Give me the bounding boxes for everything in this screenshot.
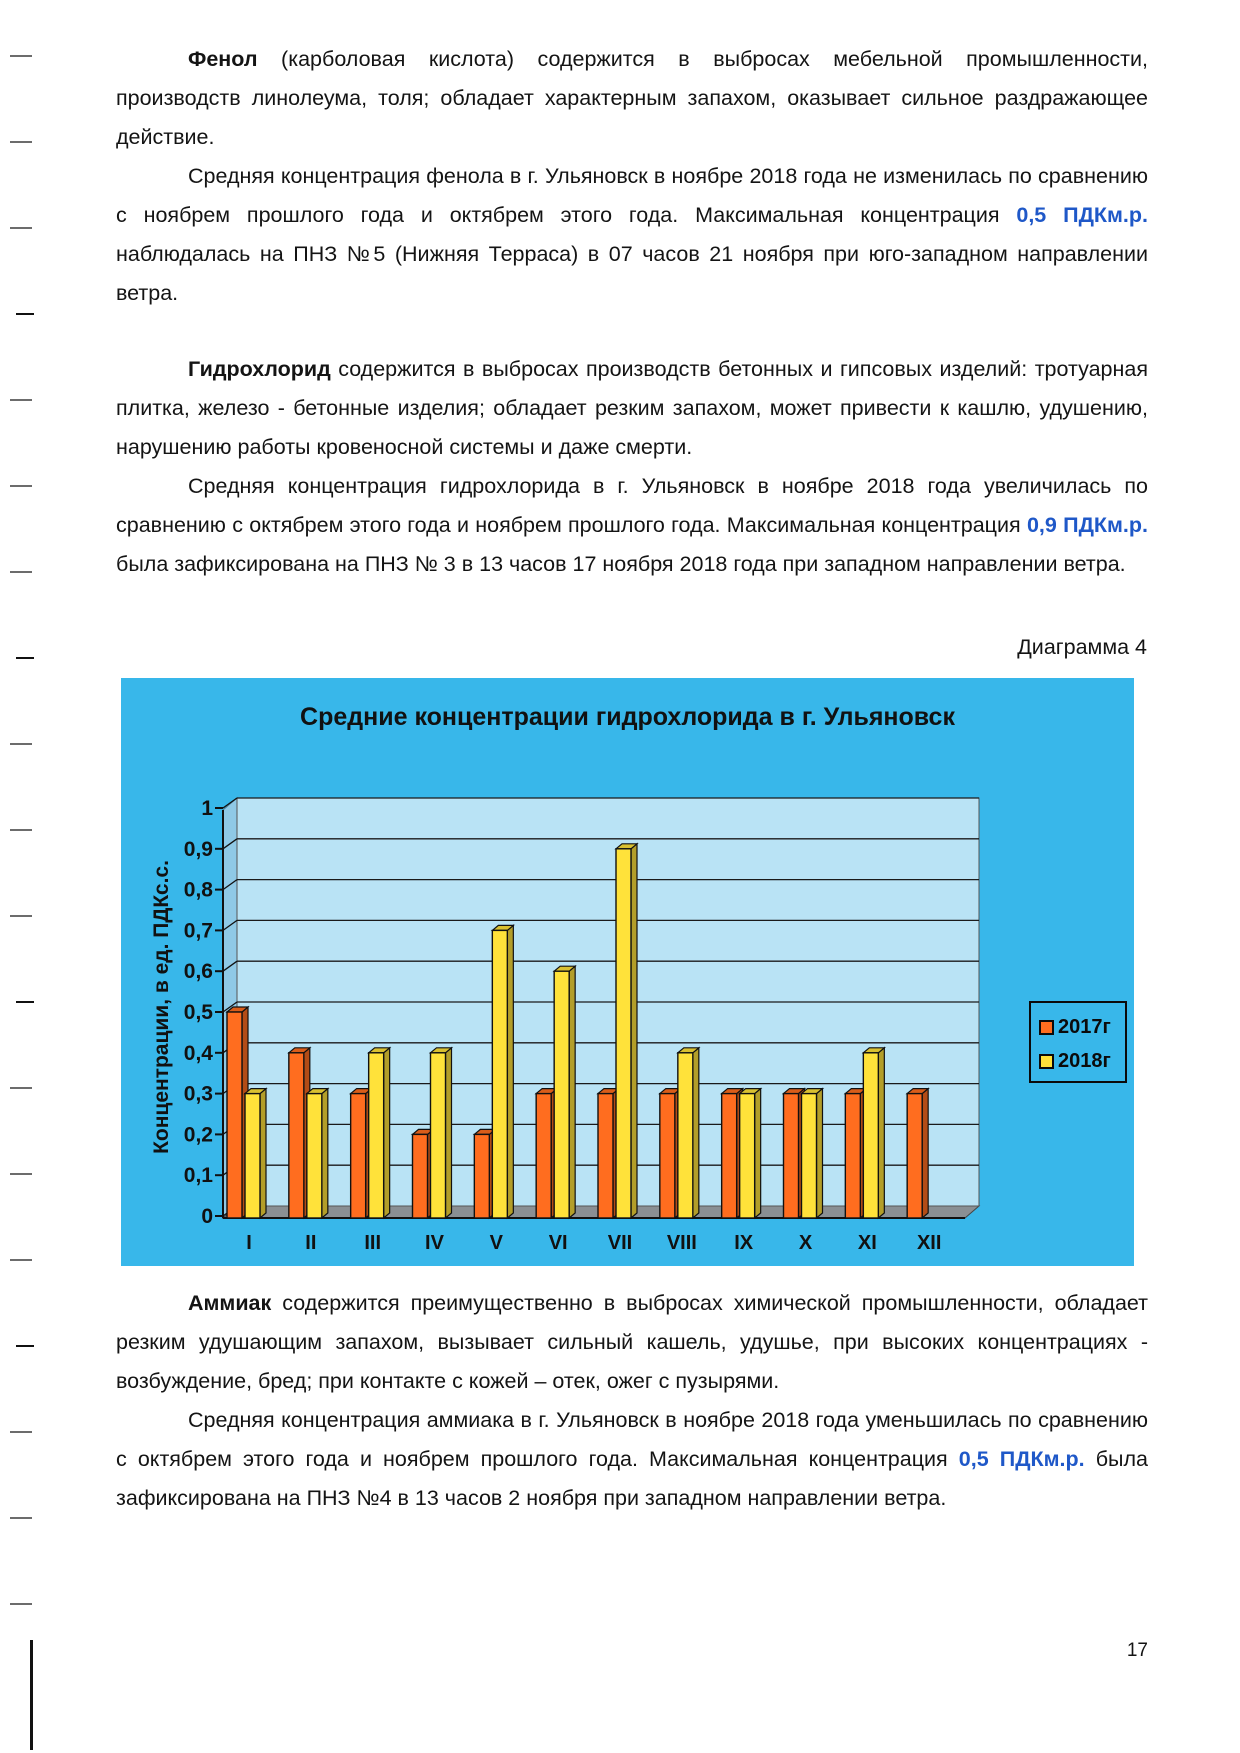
bar-2018г — [740, 1094, 755, 1218]
x-tick-label: X — [798, 1232, 813, 1254]
bar-2018г — [554, 971, 569, 1218]
x-tick-label: VIII — [666, 1232, 697, 1254]
y-tick-label: 0,1 — [183, 1164, 213, 1188]
bar-2018г — [492, 930, 507, 1218]
phenol-text-before: Средняя концентрация фенола в г. Ульяновск в ноябре 2018 года не изменилась по сравнению с ноябрем прошлого года и октябрем этого года. Максимальная концентрация — [116, 164, 1148, 227]
bar-2018г — [802, 1094, 817, 1218]
binding-mark — [10, 1173, 32, 1175]
binding-mark — [16, 313, 34, 315]
y-tick-label: 0,5 — [183, 1001, 213, 1024]
binding-mark — [10, 743, 32, 745]
bar-2017г — [289, 1053, 304, 1218]
x-tick-label: IV — [425, 1232, 444, 1254]
binding-mark — [10, 1087, 32, 1089]
x-tick-label: IX — [734, 1232, 754, 1254]
phenol-paragraph-2 — [116, 157, 1148, 313]
hydrochloride-paragraph-1 — [116, 350, 1148, 467]
binding-spine — [30, 1640, 33, 1750]
binding-mark — [10, 571, 32, 573]
x-tick-label: II — [305, 1232, 317, 1254]
x-tick-label: III — [364, 1232, 382, 1254]
bar-2017г — [907, 1094, 922, 1218]
binding-mark — [10, 1259, 32, 1261]
y-tick-label: 0,6 — [183, 960, 213, 984]
bar-side-2018г — [507, 925, 513, 1218]
hydrochloride-term: Гидрохлорид — [188, 357, 331, 381]
binding-mark — [10, 485, 32, 487]
legend-swatch-2017 — [1039, 1020, 1054, 1035]
y-tick-label: 0,9 — [183, 837, 213, 861]
bar-2017г — [660, 1094, 675, 1218]
bar-2018г — [863, 1053, 878, 1218]
phenol-text-after: наблюдалась на ПНЗ №5 (Нижняя Терраса) в 07 часов 21 ноября при юго-западном направлении ветра. — [116, 242, 1148, 305]
hydrochloride-text-before: Средняя концентрация гидрохлорида в г. Ульяновск в ноябре 2018 года увеличилась по сравнению с октябрем этого года и ноябрем прошлого года. Максимальная концентрация — [116, 474, 1148, 537]
binding-mark — [16, 657, 34, 659]
legend-item-2018 — [1039, 1047, 1111, 1075]
legend-item-2017 — [1039, 1013, 1111, 1041]
ammonia-section — [116, 1284, 1148, 1518]
bar-side-2018г — [693, 1048, 699, 1218]
y-tick-label: 1 — [201, 797, 213, 820]
bar-2017г — [598, 1094, 613, 1218]
binding-mark — [16, 1001, 34, 1003]
x-tick-label: XII — [916, 1232, 942, 1254]
bar-side-2018г — [755, 1089, 761, 1218]
binding-mark — [10, 227, 32, 229]
x-tick-label: VI — [548, 1232, 568, 1254]
ammonia-max-concentration: 0,5 ПДКм.р. — [958, 1447, 1085, 1471]
chart-title: Средние концентрации гидрохлорида в г. Ульяновск — [300, 703, 955, 731]
ammonia-description: содержится преимущественно в выбросах химической промышленности, обладает резким удушающим запахом, вызывает сильный кашель, удушье, при высоких концентрациях - возбуждение, бред; при контакте с кожей – отек, ожег с пузырями. — [116, 1291, 1148, 1393]
bar-2017г — [351, 1094, 366, 1218]
x-tick-label: VII — [607, 1232, 633, 1254]
binding-mark — [10, 1517, 32, 1519]
y-tick-label: 0,8 — [183, 878, 213, 902]
binding-mark — [10, 399, 32, 401]
ammonia-text-after: была зафиксирована на ПНЗ №4 в 13 часов 2 ноября при западном направлении ветра. — [116, 1447, 1148, 1510]
bar-2017г — [227, 1012, 242, 1218]
y-tick-label: 0,7 — [183, 919, 213, 943]
x-tick-label: V — [489, 1232, 504, 1254]
bar-2017г — [474, 1134, 489, 1218]
bar-side-2017г — [922, 1089, 928, 1218]
y-tick-label: 0,2 — [183, 1123, 213, 1147]
x-tick-label: XI — [857, 1232, 877, 1254]
binding-mark — [16, 1345, 34, 1347]
bar-2017г — [536, 1094, 551, 1218]
binding-mark — [10, 1603, 32, 1605]
bar-side-2018г — [446, 1048, 452, 1218]
ammonia-paragraph-1 — [116, 1284, 1148, 1401]
bar-2018г — [369, 1053, 384, 1218]
phenol-description: (карболовая кислота) содержится в выбросах мебельной промышленности, производств линолеума, толя; обладает характерным запахом, оказывает сильное раздражающее действие. — [116, 47, 1148, 149]
bar-2018г — [245, 1094, 260, 1218]
legend-label-2017: 2017г — [1058, 1016, 1111, 1038]
binding-mark — [10, 141, 32, 143]
y-tick-label: 0,3 — [183, 1082, 213, 1106]
legend-label-2018: 2018г — [1058, 1050, 1111, 1072]
hydrochloride-section — [116, 350, 1148, 584]
binding-mark — [10, 915, 32, 917]
bar-side-2018г — [322, 1089, 328, 1218]
bar-2018г — [616, 849, 631, 1218]
y-tick-label: 0 — [201, 1205, 213, 1228]
hydrochloride-paragraph-2 — [116, 467, 1148, 584]
phenol-section — [116, 40, 1148, 313]
phenol-paragraph-1 — [116, 40, 1148, 157]
bar-side-2018г — [569, 966, 575, 1218]
phenol-term: Фенол — [188, 47, 258, 71]
bar-2017г — [784, 1094, 799, 1218]
chart-canvas — [121, 678, 1134, 1266]
bar-side-2018г — [384, 1048, 390, 1218]
binding-mark — [10, 55, 32, 57]
bar-side-2018г — [817, 1089, 823, 1218]
ammonia-term: Аммиак — [188, 1291, 272, 1315]
y-tick-label: 0,4 — [183, 1041, 213, 1065]
hydrochloride-chart — [121, 678, 1134, 1266]
binding-mark — [10, 829, 32, 831]
bar-2017г — [413, 1134, 428, 1218]
chart-legend — [1029, 1001, 1127, 1083]
bar-2018г — [431, 1053, 446, 1218]
page-number: 17 — [1126, 1640, 1148, 1661]
binding-margin — [0, 0, 40, 1753]
bar-2018г — [678, 1053, 693, 1218]
binding-mark — [10, 1431, 32, 1433]
hydrochloride-description: содержится в выбросах производств бетонных и гипсовых изделий: тротуарная плитка, железо - бетонные изделия; обладает резким запахом, может привести к кашлю, удушению, нарушению работы кровеносной системы и даже смерти. — [116, 357, 1148, 459]
bar-2018г — [307, 1094, 322, 1218]
hydrochloride-max-concentration: 0,9 ПДКм.р. — [1026, 513, 1148, 537]
bar-side-2018г — [631, 844, 637, 1218]
ammonia-paragraph-2 — [116, 1401, 1148, 1518]
legend-swatch-2018 — [1039, 1054, 1054, 1069]
ammonia-text-before: Средняя концентрация аммиака в г. Ульяновск в ноябре 2018 года уменьшилась по сравнению с октябрем этого года и ноябрем прошлого года. Максимальная концентрация — [116, 1408, 1148, 1471]
y-axis-label: Концентрации, в ед. ПДКс.с. — [150, 860, 173, 1154]
hydrochloride-text-after: была зафиксирована на ПНЗ № 3 в 13 часов 17 ноября 2018 года при западном направлении ветра. — [116, 552, 1126, 576]
x-tick-label: I — [246, 1232, 252, 1254]
bar-2017г — [845, 1094, 860, 1218]
phenol-max-concentration: 0,5 ПДКм.р. — [1016, 203, 1148, 227]
bar-side-2018г — [878, 1048, 884, 1218]
bar-side-2018г — [260, 1089, 266, 1218]
diagram-caption: Диаграмма 4 — [1017, 635, 1147, 659]
bar-2017г — [722, 1094, 737, 1218]
